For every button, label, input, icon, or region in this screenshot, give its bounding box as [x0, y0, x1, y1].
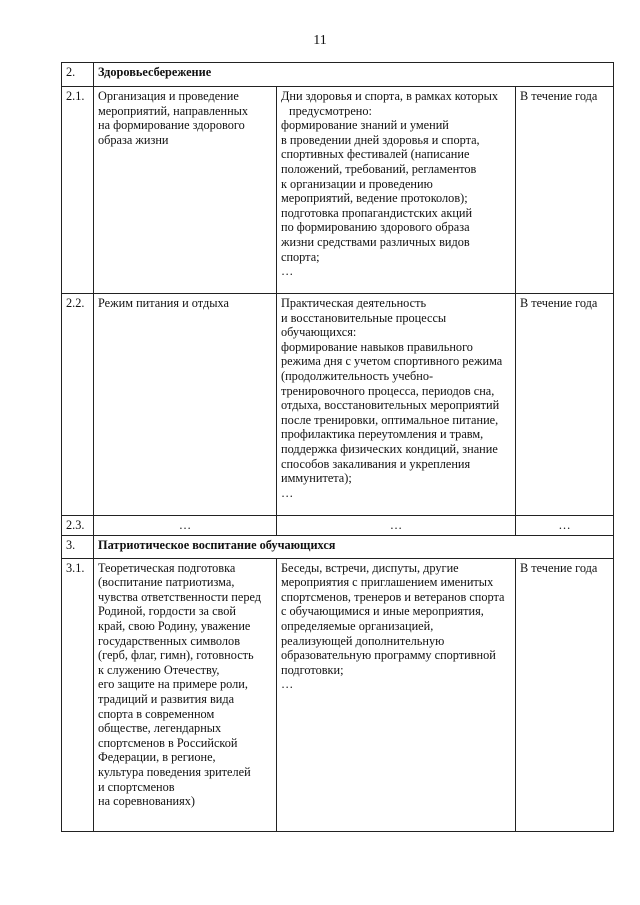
content-line: жизни средствами различных видов: [281, 234, 470, 249]
content-cell: …: [277, 516, 516, 536]
row-number: 2.3.: [62, 516, 94, 536]
content-line: Дни здоровья и спорта, в рамках которых: [281, 89, 499, 103]
topic-line: чувства ответственности перед: [98, 589, 262, 604]
content-line: способов закаливания и укрепления: [281, 456, 471, 471]
topic-line: Организация и проведение: [98, 89, 239, 103]
content-line: по формированию здорового образа: [281, 220, 470, 235]
topic-line: Режим питания и отдыха: [98, 296, 229, 310]
content-line: к организации и проведению: [281, 176, 433, 191]
topic-line: мероприятий, направленных: [98, 103, 249, 118]
section-row-2: [62, 63, 614, 87]
topic-line: к служению Отечеству,: [98, 662, 220, 677]
topic-line: Федерации, в регионе,: [98, 750, 216, 765]
page-number: 11: [313, 33, 327, 48]
content-line: с обучающимися и иные мероприятия,: [281, 604, 484, 619]
topic-line: традиций и развития вида: [98, 691, 235, 706]
content-line: мероприятий, ведение протоколов);: [281, 191, 468, 206]
topic-line: (герб, флаг, гимн), готовность: [98, 648, 254, 663]
content-line: спорта;: [281, 249, 320, 264]
row-number: 3.1.: [62, 558, 94, 831]
topic-line: государственных символов: [98, 633, 241, 648]
row-number: 2.: [62, 63, 94, 87]
period-cell: В течение года: [516, 558, 614, 831]
content-line: отдыха, восстановительных мероприятий: [281, 398, 500, 413]
plan-table: [61, 62, 614, 832]
topic-line: край, свою Родину, уважение: [98, 618, 251, 633]
table-row-2-1: [62, 87, 614, 294]
content-line: режима дня с учетом спортивного режима: [281, 354, 503, 369]
topic-cell: [94, 558, 277, 831]
content-line: …: [281, 677, 294, 692]
content-line: (продолжительность учебно-: [281, 368, 434, 383]
content-line: поддержка физических кондиций, знание: [281, 441, 498, 456]
topic-cell: …: [94, 516, 277, 536]
content-line: положений, требований, регламентов: [281, 161, 477, 176]
topic-line: культура поведения зрителей: [98, 764, 251, 779]
topic-line: на формирование здорового: [98, 118, 245, 133]
topic-line: обществе, легендарных: [98, 721, 222, 736]
content-line: мероприятия с приглашением именитых: [281, 575, 494, 590]
topic-line: Теоретическая подготовка: [98, 560, 236, 575]
section-title: Здоровьесбережение: [94, 63, 614, 87]
content-line: …: [281, 264, 294, 279]
content-line: определяемые организацией,: [281, 618, 434, 633]
topic-line: (воспитание патриотизма,: [98, 575, 235, 590]
topic-line: Родиной, гордости за свой: [98, 604, 236, 619]
content-line: Беседы, встречи, диспуты, другие: [281, 560, 459, 575]
content-line: в проведении дней здоровья и спорта,: [281, 132, 480, 147]
period-cell: В течение года: [516, 294, 614, 516]
topic-line: и спортсменов: [98, 779, 175, 794]
topic-line: образа жизни: [98, 132, 169, 147]
row-number: 3.: [62, 535, 94, 558]
topic-line: его защите на примере роли,: [98, 677, 248, 692]
content-line: иммунитета);: [281, 471, 352, 486]
topic-cell: [94, 87, 277, 294]
content-line: Практическая деятельность: [281, 296, 427, 310]
topic-line: спортсменов в Российской: [98, 735, 238, 750]
content-cell: [277, 558, 516, 831]
row-number: 2.1.: [62, 87, 94, 294]
content-line: реализующей дополнительную: [281, 633, 445, 648]
row-number: 2.2.: [62, 294, 94, 516]
content-line: после тренировки, оптимальное питание,: [281, 412, 499, 427]
period-cell: …: [516, 516, 614, 536]
content-line: подготовка пропагандистских акций: [281, 205, 473, 220]
content-line: образовательную программу спортивной: [281, 648, 496, 663]
section-row-3: [62, 535, 614, 558]
content-cell: [277, 87, 516, 294]
content-line: формирование навыков правильного: [281, 339, 473, 354]
content-line: спортсменов, тренеров и ветеранов спорта: [281, 589, 505, 604]
content-line: формирование знаний и умений: [281, 118, 449, 133]
content-line: профилактика переутомления и травм,: [281, 427, 484, 442]
content-line: и восстановительные процессы: [281, 310, 447, 325]
content-line: спортивных фестивалей (написание: [281, 147, 470, 162]
content-line: обучающихся:: [281, 325, 357, 340]
table-row-3-1: [62, 558, 614, 831]
table-row-2-3: [62, 516, 614, 536]
content-line: подготовки;: [281, 662, 344, 677]
topic-cell: [94, 294, 277, 516]
table-row-2-2: [62, 294, 614, 516]
topic-line: спорта в современном: [98, 706, 215, 721]
section-title: Патриотическое воспитание обучающихся: [94, 535, 614, 558]
content-line: предусмотрено:: [289, 103, 372, 118]
content-line: тренировочного процесса, периодов сна,: [281, 383, 495, 398]
period-cell: В течение года: [516, 87, 614, 294]
content-line: …: [281, 485, 294, 500]
topic-line: на соревнованиях): [98, 794, 196, 809]
content-cell: [277, 294, 516, 516]
